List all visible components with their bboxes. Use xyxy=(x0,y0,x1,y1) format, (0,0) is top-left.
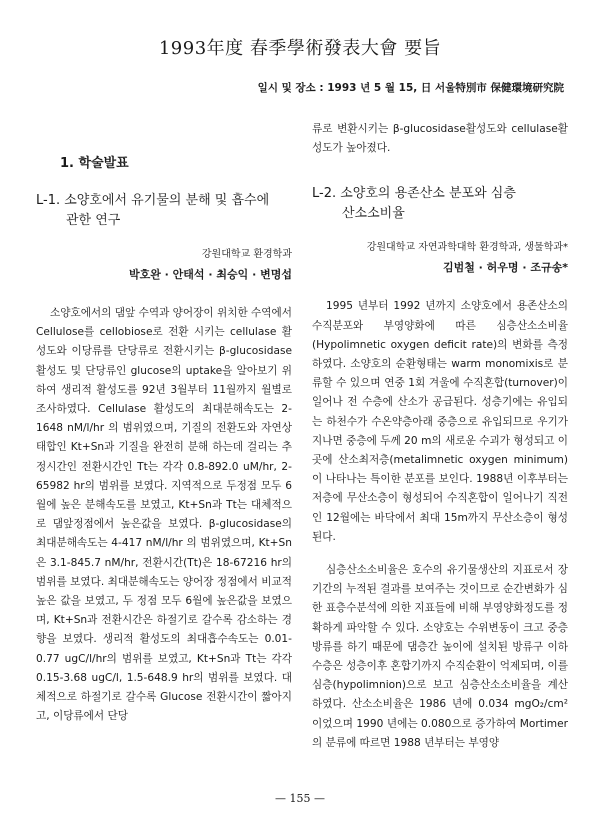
affiliation: 강원대학교 자연과학대학 환경학과, 생물학과* xyxy=(366,242,568,254)
right-column xyxy=(312,120,568,753)
event-meta: 일시 및 장소 : 1993 년 5 월 15, 日 서울特別市 保健環境研究院 xyxy=(257,82,564,94)
article-title-l2 xyxy=(312,184,568,224)
abstract-body: 소양호에서의 댐앞 수역과 양어장이 위치한 수역에서 Cellulose를 cellobiose로 전환 시키는 cellulase 활성도와 이당류를 단당류로 전환시키는 β-glucosidase 활성도 및 단당류인 glucose의 uptake을 알아보기 위하여 생리적 활성도를 92년 3월부터 11월까지 월별로 조사하였다. Cellulase 활성도의 최대분해속도는 2-1648 nM/l/hr 의 범위였으며, 기질의 전환도와 자연상태합인 Kt+Sn과 기질을 완전히 분해 하는데 걸리는 추정시간인 전환시간인 Tt는 각각 0.8-892.0 uM/hr, 2-65982 hr의 범위를 보였다. 지역적으로 두정점 모두 6월에 높은 분해속도를 보였고, Kt+Sn과 Tt는 대체적으로 댐앞정점에서 높은값을 보였다. β-glucosidase의 최대분해속도는 4-417 nM/l/hr 의 범위였으며, Kt+Sn은 3.1-845.7 nM/hr, 전환시간(Tt)은 18-67216 hr의 범위를 보였다. 최대분해속도는 양어장 정점에서 비교적 높은 값을 보였고, 두 정점 모두 6월에 높은값을 보였으며, Kt+Sn과 전환시간은 하절기로 갈수록 감소하는 경향을 보였다. 생리적 활성도의 최대흡수속도는 0.01-0.77 ugC/l/hr의 범위를 보였고, Kt+Sn과 Tt는 각각 0.15-3.68 ugC/l, 1.5-648.9 hr의 범위를 보였다. 대체적으로 하절기로 갈수록 Glucose 전환시간이 짧아지고, 이당류에서 단당 xyxy=(36,307,292,723)
article-title-line1: L-1. 소양호에서 유기물의 분해 및 흡수에 xyxy=(36,193,270,208)
page-number: — 155 — xyxy=(275,792,325,805)
article-title-line1: L-2. 소양호의 용존산소 분포와 심층 xyxy=(312,186,516,202)
page-title: 1993年度 春季學術發表大會 要旨 xyxy=(158,38,442,59)
abstract-paragraph-1: 1995 년부터 1992 년까지 소양호에서 용존산소의 수직분포와 부영양화에 따른 심층산소소비율 (Hypolimnetic oxygen deficit rate)의 변화를 측정하였다. 소양호의 순환형태는 warm monomixis로 분류할 수 있으며 연중 1회 겨울에 수직혼합(turnover)이 일어나 전 수층에 산소가 공급된다. 성층기에는 유입되는 하천수가 수온약층아래 중층으로 유입되므로 우기가 지나면 중층에 두께 20 m의 새로운 수괴가 형성되고 이곳에 산소최저층(metalimnetic oxygen minimum)이 나타나는 특이한 분포를 보인다. 1988년 이후부터는 저층에 무산소층이 형성되어 수직혼합이 일어나기 직전인 12월에는 바닥에서 최대 15m까지 무산소층이 형성된다. xyxy=(312,300,568,543)
authors: 김범철 · 허우명 · 조규송* xyxy=(442,261,568,275)
article-title-l1 xyxy=(36,191,292,231)
abstract-paragraph-2: 심층산소소비율은 호수의 유기물생산의 지표로서 장기간의 누적된 결과를 보여주는 것이므로 순간변화가 심한 표층수분석에 의한 지표들에 비해 부영양화정도를 정확하게 파악할 수 있다. 소양호는 수위변동이 크고 중층방류를 하기 때문에 댐층간 높이에 설치된 방류구 이하 수층은 성층이후 혼합기까지 수직순환이 억제되며, 이를 심층(hypolimnion)으로 보고 심층산소소비율을 계산하였다. 산소소비율은 1986 년에 0.034 mgO₂/cm² 이었으며 1990 년에는 0.080으로 증가하여 Mortimer의 분류에 따르면 1988 년부터는 부영양 xyxy=(312,564,568,749)
article-title-line2: 산소소비율 xyxy=(342,206,405,222)
article-title-line2: 관한 연구 xyxy=(66,213,121,228)
continuation-text: 류로 변환시키는 β-glucosidase활성도와 cellulase활성도가 높아졌다. xyxy=(312,123,568,155)
affiliation: 강원대학교 환경학과 xyxy=(201,249,292,260)
left-column xyxy=(36,120,292,726)
section-heading: 1. 학술발표 xyxy=(60,156,129,171)
authors: 박호완 · 안태석 · 최승익 · 변명섭 xyxy=(128,268,292,281)
